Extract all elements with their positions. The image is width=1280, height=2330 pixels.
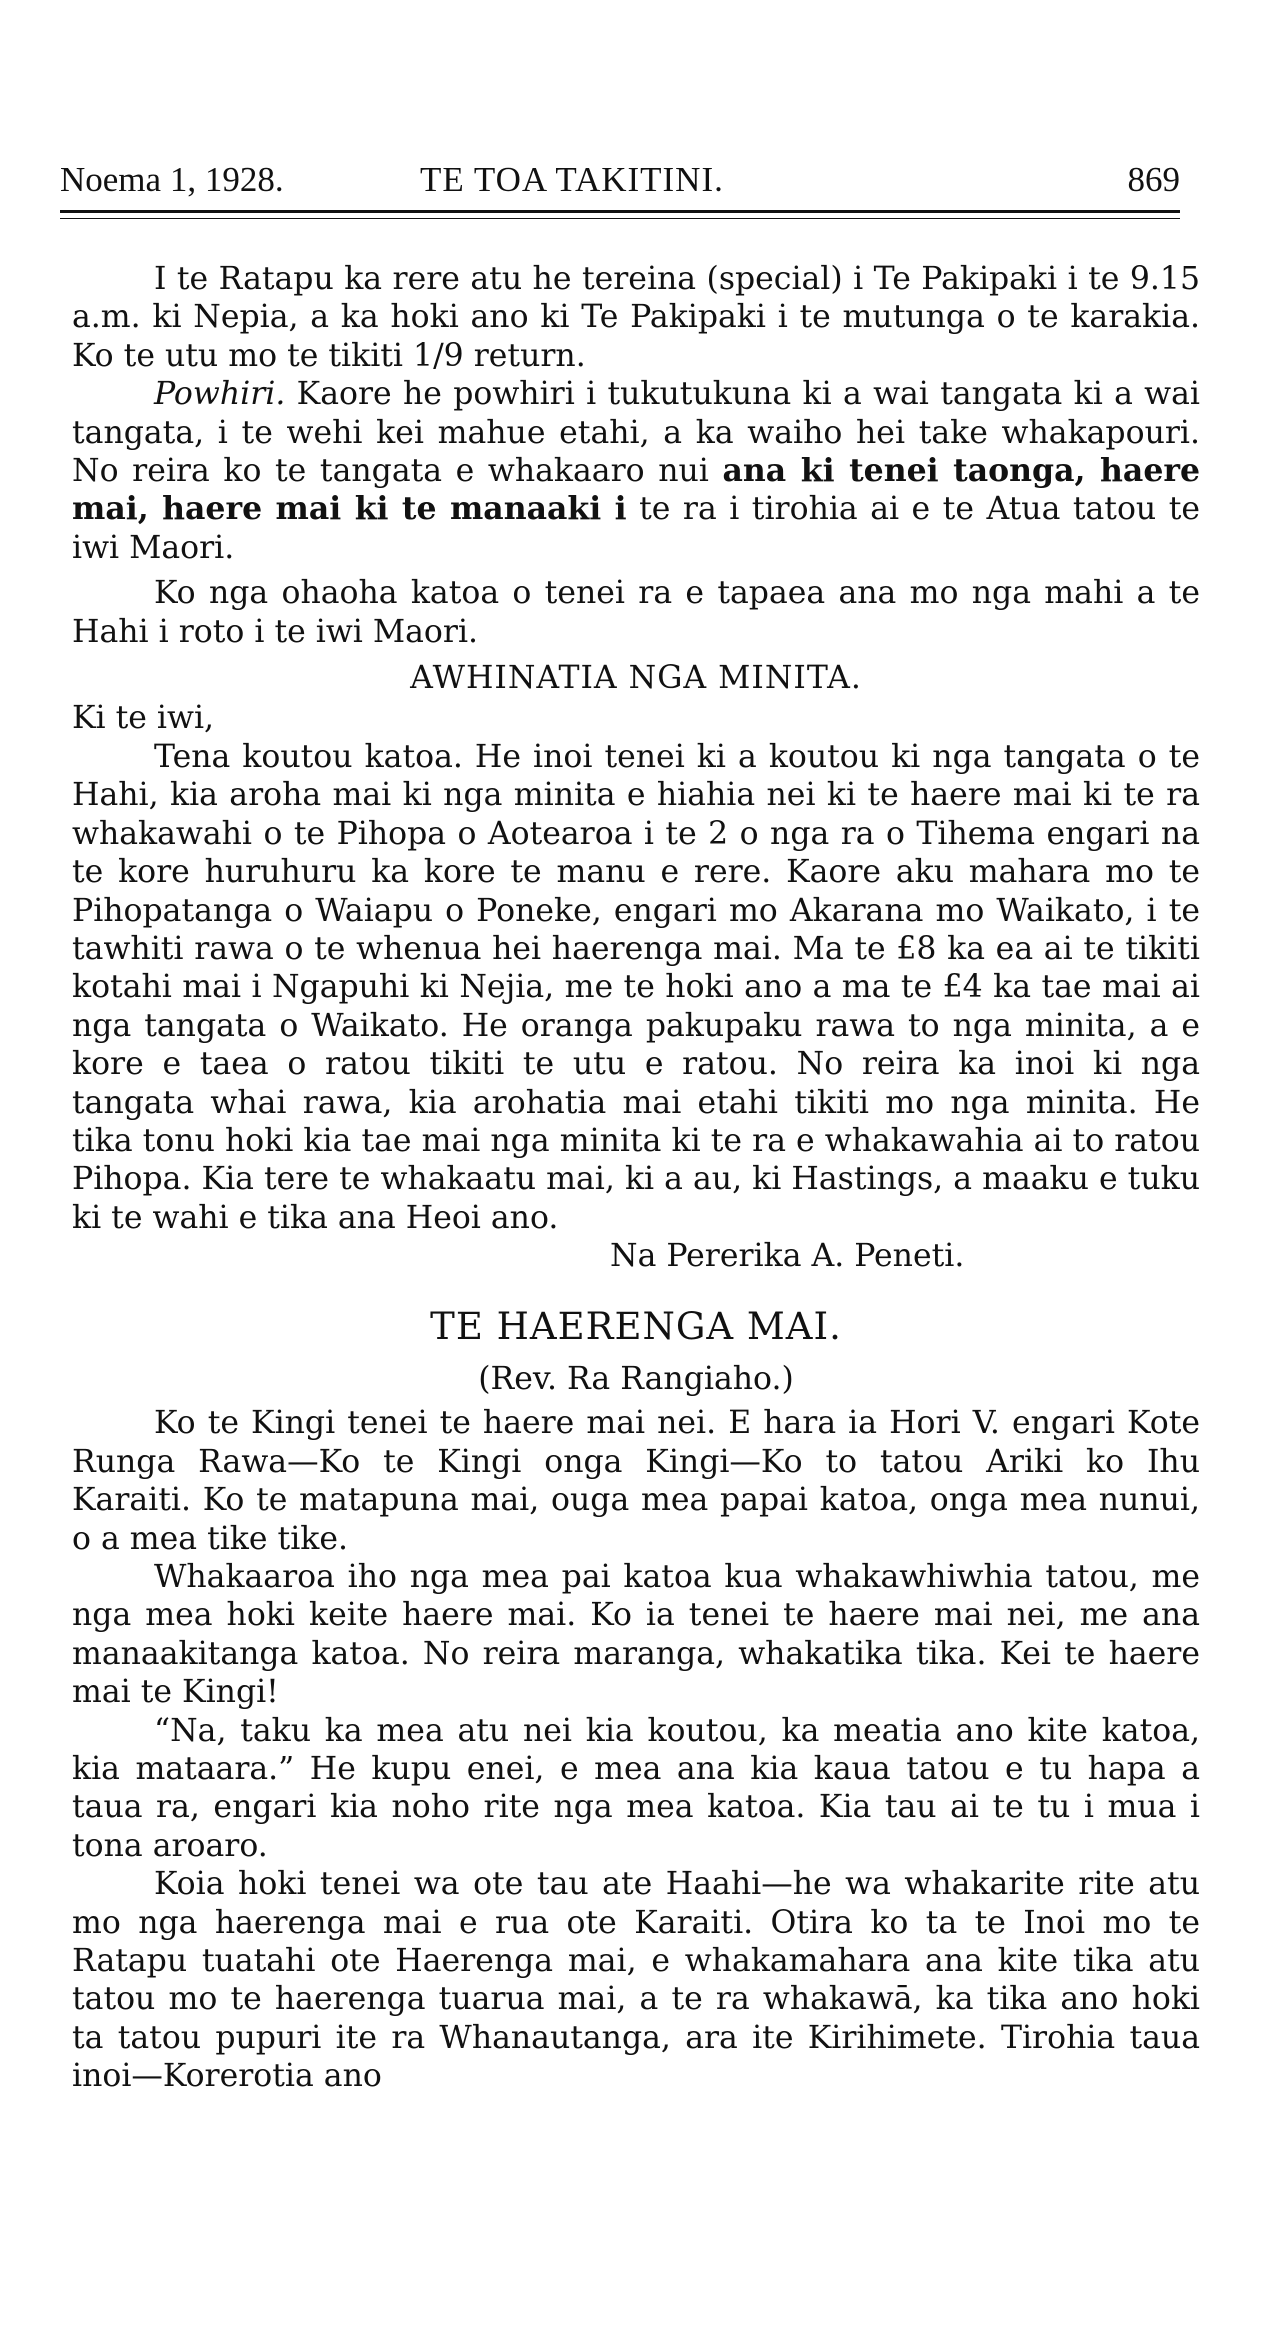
awhinatia-letter: Tena koutou katoa. He inoi tenei ki a koutou ki nga tangata o te Hahi, kia aroha mai ki nga minita e hiahia nei ki te haere mai ki te ra whakawahi o te Pihopa o Aotearoa i te 2 o nga ra o Tihema engari na te kore huruhuru ka kore te manu e rere. Kaore aku mahara mo te Pihopatanga o Waiapu o Poneke, engari mo Akarana mo Waikato, i te tawhiti rawa o te whenua hei haerenga mai. Ma te £8 ka ea ai te tikiti kotahi mai i Ngapuhi ki Nejia, me te hoki ano a ma te £4 ka tae mai ai nga tangata o Waikato. He oranga pakupaku rawa to nga minita, a e kore e taea o ratou tikiti te utu e ratou. No reira ka inoi ki nga tangata whai rawa, kia arohatia mai etahi tikiti mo nga minita. He tika tonu hoki kia tae mai nga minita ki te ra e whakawahia ai to ratou Pihopa. Kia tere te whakaatu mai, ki a au, ki Hastings, a maaku e tuku ki te wahi e tika ana Heoi ano. — [72, 738, 1200, 1236]
haerenga-paragraph-1: Ko te Kingi tenei te haere mai nei. E hara ia Hori V. engari Kote Runga Rawa—Ko te Kingi onga Kingi—Ko to tatou Ariki ko Ihu Karaiti. Ko te matapuna mai, ouga mea papai katoa, onga mea nunui, o a mea tike tike. — [72, 1405, 1200, 1557]
salutation: Ki te iwi, — [72, 700, 215, 737]
haerenga-paragraph-3: “Na, taku ka mea atu nei kia koutou, ka meatia ano kite katoa, kia mataara.” He kupu enei, e mea ana kia kaua tatou e tu hapa a taua ra, engari kia noho rite nga mea katoa. Kia tau ai te tu i mua i tona aroaro. — [72, 1712, 1200, 1864]
header-date: Noema 1, 1928. — [60, 160, 284, 199]
powhiri-end-text: te ra i tirohia ai e te Atua tatou te iwi Maori. — [72, 491, 1201, 566]
header-rule-thick — [60, 210, 1180, 213]
header-title: TE TOA TAKITINI. — [420, 160, 724, 199]
article-body — [72, 260, 1200, 2096]
haerenga-paragraph-4: Koia hoki tenei wa ote tau ate Haahi—he wa whakarite rite atu mo nga haerenga mai e rua ote Karaiti. Otira ko ta te Inoi mo te Ratapu tuatahi ote Haerenga mai, e whakamahara ana kite tika atu tatou mo te haerenga tuarua mai, a te ra whakawā, ka tika ano hoki ta tatou pupuri ite ra Whanautanga, ara ite Kirihimete. Tirohia taua inoi—Korerotia ano — [72, 1866, 1200, 2095]
haerenga-heading: TE HAERENGA MAI. — [430, 1304, 842, 1348]
awhinatia-heading: AWHINATIA NGA MINITA. — [410, 660, 862, 697]
powhiri-label: Powhiri. — [154, 376, 286, 413]
letter-signature: Na Pererika A. Peneti. — [610, 1238, 965, 1275]
powhiri-bold-text: ana ki tenei taonga, haere mai, haere mai ki te manaaki i — [72, 452, 1200, 528]
running-header — [60, 158, 1180, 204]
haerenga-author: (Rev. Ra Rangiaho.) — [478, 1360, 794, 1397]
ohaoha-paragraph: Ko nga ohaoha katoa o tenei ra e tapaea ana mo nga mahi a te Hahi i roto i te iwi Maori. — [72, 575, 1200, 650]
header-rule-thin — [60, 218, 1180, 219]
ratapu-paragraph-1: I te Ratapu ka rere atu he tereina (special) i Te Pakipaki i te 9.15 a.m. ki Nepia, a ka hoki ano ki Te Pakipaki i te mutunga o te karakia. Ko te utu mo te tikiti 1/9 return. — [72, 261, 1200, 374]
powhiri-text: Kaore he powhiri i tukutukuna ki a wai tangata ki a wai tangata, i te wehi kei mahue etahi, a ka waiho hei take whakapouri. No reira ko te tangata e whakaaro nui — [72, 376, 1200, 490]
haerenga-paragraph-2: Whakaaroa iho nga mea pai katoa kua whakawhiwhia tatou, me nga mea hoki keite haere mai. Ko ia tenei te haere mai nei, me ana manaakitanga katoa. No reira maranga, whakatika tika. Kei te haere mai te Kingi! — [72, 1559, 1200, 1711]
powhiri-paragraph — [72, 375, 1200, 567]
page-number: 869 — [1127, 160, 1180, 199]
